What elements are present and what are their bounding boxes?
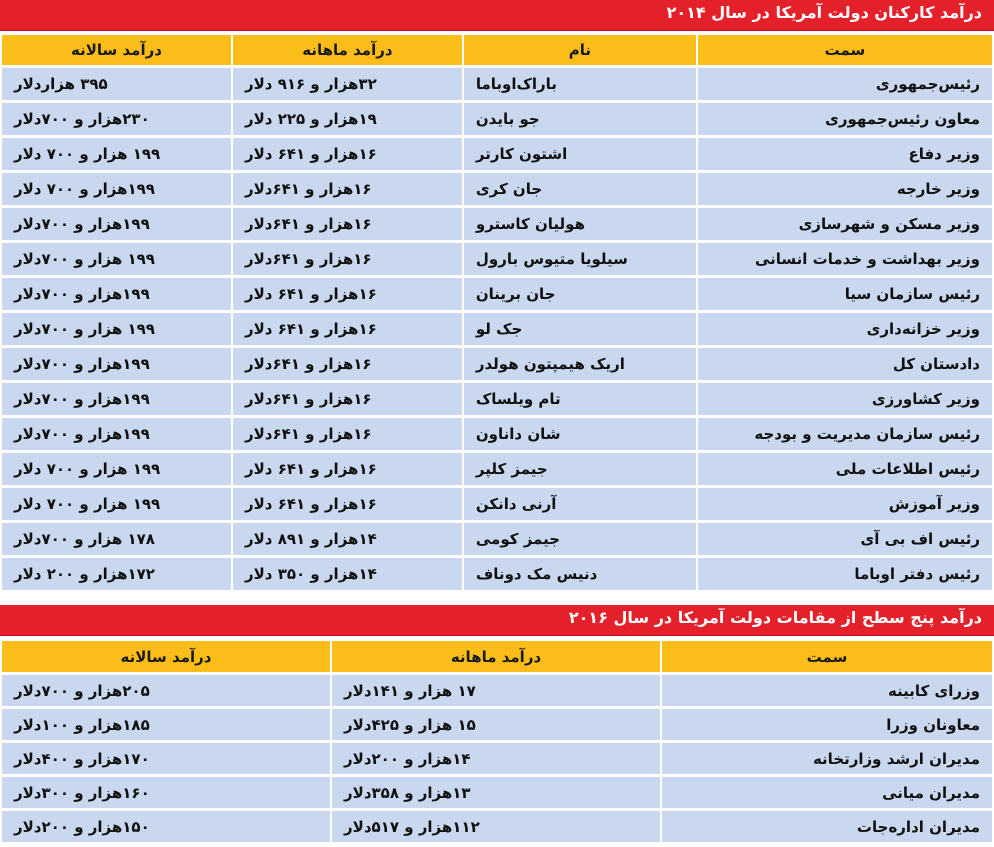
cell-position: وزیر کشاورزی: [698, 383, 992, 415]
cell-annual: ۱۹۹هزار و ۷۰۰دلار: [2, 278, 231, 310]
cell-annual: ۱۹۹ هزار و ۷۰۰ دلار: [2, 138, 231, 170]
cell-annual: ۱۹۹ هزار و ۷۰۰دلار: [2, 313, 231, 345]
cell-name: آرنی دانکن: [464, 488, 696, 520]
cell-name: اشتون کارتر: [464, 138, 696, 170]
cell-position: رئیس اف بی آی: [698, 523, 992, 555]
cell-annual: ۱۷۰هزار و ۴۰۰دلار: [2, 743, 330, 774]
cell-monthly: ۱۵ هزار و ۴۲۵دلار: [332, 709, 660, 740]
table-row: [2, 173, 992, 205]
cell-name: جیمز کلپر: [464, 453, 696, 485]
cell-monthly: ۱۶هزار و ۶۴۱ دلار: [233, 138, 462, 170]
cell-monthly: ۱۶هزار و ۶۴۱ دلار: [233, 488, 462, 520]
cell-position: وزیر خزانه‌داری: [698, 313, 992, 345]
table-header-row: [2, 641, 992, 672]
cell-monthly: ۱۴هزار و ۲۰۰دلار: [332, 743, 660, 774]
salary-table-2014: [0, 32, 994, 593]
table-row: [2, 709, 992, 740]
cell-annual: ۱۹۹هزار و ۷۰۰دلار: [2, 208, 231, 240]
header-annual: درآمد سالانه: [2, 35, 231, 65]
cell-position: رئیس دفتر اوباما: [698, 558, 992, 590]
cell-name: دنیس مک دوناف: [464, 558, 696, 590]
table-row: [2, 811, 992, 842]
cell-name: جیمز کومی: [464, 523, 696, 555]
cell-position: معاون رئیس‌جمهوری: [698, 103, 992, 135]
salary-table-2016: [0, 638, 994, 845]
table-row: [2, 558, 992, 590]
table-row: [2, 453, 992, 485]
cell-position: معاونان وزرا: [662, 709, 992, 740]
table1-title-bar: [0, 0, 994, 31]
table-row: [2, 313, 992, 345]
cell-monthly: ۱۳هزار و ۳۵۸دلار: [332, 777, 660, 808]
table-row: [2, 383, 992, 415]
table-header-row: [2, 35, 992, 65]
table-row: [2, 208, 992, 240]
cell-monthly: ۱۷ هزار و ۱۴۱دلار: [332, 675, 660, 706]
cell-annual: ۱۷۸ هزار و ۷۰۰دلار: [2, 523, 231, 555]
cell-name: جان برینان: [464, 278, 696, 310]
cell-monthly: ۱۶هزار و ۶۴۱دلار: [233, 418, 462, 450]
cell-annual: ۱۹۹هزار و ۷۰۰دلار: [2, 418, 231, 450]
table1-title: درآمد کارکنان دولت آمریکا در سال ۲۰۱۴: [666, 3, 982, 22]
table-row: [2, 278, 992, 310]
header-position: سمت: [698, 35, 992, 65]
cell-monthly: ۱۴هزار و ۸۹۱ دلار: [233, 523, 462, 555]
table-row: [2, 777, 992, 808]
cell-monthly: ۳۲هزار و ۹۱۶ دلار: [233, 68, 462, 100]
cell-annual: ۲۰۵هزار و ۷۰۰دلار: [2, 675, 330, 706]
cell-position: رئیس اطلاعات ملی: [698, 453, 992, 485]
table-row: [2, 488, 992, 520]
cell-position: دادستان کل: [698, 348, 992, 380]
cell-name: اریک هیمپتون هولدر: [464, 348, 696, 380]
cell-annual: ۳۹۵ هزاردلار: [2, 68, 231, 100]
cell-annual: ۱۸۵هزار و ۱۰۰دلار: [2, 709, 330, 740]
cell-monthly: ۱۶هزار و ۶۴۱دلار: [233, 243, 462, 275]
table-row: [2, 138, 992, 170]
cell-position: رئیس سازمان مدیریت و بودجه: [698, 418, 992, 450]
cell-annual: ۱۵۰هزار و ۲۰۰دلار: [2, 811, 330, 842]
header-position: سمت: [662, 641, 992, 672]
table-row: [2, 348, 992, 380]
cell-position: وزیر مسکن و شهرسازی: [698, 208, 992, 240]
cell-monthly: ۱۹هزار و ۲۲۵ دلار: [233, 103, 462, 135]
cell-monthly: ۱۱۲هزار و ۵۱۷دلار: [332, 811, 660, 842]
cell-name: جان کری: [464, 173, 696, 205]
cell-position: رئیس سازمان سیا: [698, 278, 992, 310]
header-monthly: درآمد ماهانه: [233, 35, 462, 65]
table-row: [2, 243, 992, 275]
cell-position: وزیر خارجه: [698, 173, 992, 205]
cell-annual: ۱۹۹ هزار و ۷۰۰دلار: [2, 243, 231, 275]
header-annual: درآمد سالانه: [2, 641, 330, 672]
cell-position: وزرای کابینه: [662, 675, 992, 706]
cell-monthly: ۱۶هزار و ۶۴۱دلار: [233, 208, 462, 240]
cell-monthly: ۱۶هزار و ۶۴۱ دلار: [233, 453, 462, 485]
table2-title: درآمد پنج سطح از مقامات دولت آمریکا در سال ۲۰۱۶: [568, 608, 982, 627]
cell-monthly: ۱۶هزار و ۶۴۱ دلار: [233, 313, 462, 345]
cell-name: سیلویا متیوس بارول: [464, 243, 696, 275]
cell-monthly: ۱۶هزار و ۶۴۱دلار: [233, 173, 462, 205]
cell-annual: ۲۳۰هزار و ۷۰۰دلار: [2, 103, 231, 135]
cell-position: مدیران اداره‌جات: [662, 811, 992, 842]
table-row: [2, 675, 992, 706]
table-row: [2, 103, 992, 135]
table-row: [2, 68, 992, 100]
cell-position: وزیر آموزش: [698, 488, 992, 520]
cell-name: شان داناون: [464, 418, 696, 450]
cell-annual: ۱۹۹هزار و ۷۰۰دلار: [2, 383, 231, 415]
cell-annual: ۱۷۲هزار و ۲۰۰ دلار: [2, 558, 231, 590]
cell-name: تام ویلساک: [464, 383, 696, 415]
cell-name: باراک‌اوباما: [464, 68, 696, 100]
header-monthly: درآمد ماهانه: [332, 641, 660, 672]
header-name: نام: [464, 35, 696, 65]
cell-annual: ۱۹۹هزار و ۷۰۰ دلار: [2, 173, 231, 205]
cell-name: هولیان کاسترو: [464, 208, 696, 240]
cell-annual: ۱۶۰هزار و ۳۰۰دلار: [2, 777, 330, 808]
table-row: [2, 418, 992, 450]
cell-monthly: ۱۴هزار و ۳۵۰ دلار: [233, 558, 462, 590]
cell-annual: ۱۹۹ هزار و ۷۰۰ دلار: [2, 488, 231, 520]
cell-position: مدیران ارشد وزارتخانه: [662, 743, 992, 774]
cell-monthly: ۱۶هزار و ۶۴۱ دلار: [233, 278, 462, 310]
cell-name: جک لو: [464, 313, 696, 345]
cell-annual: ۱۹۹ هزار و ۷۰۰ دلار: [2, 453, 231, 485]
cell-monthly: ۱۶هزار و ۶۴۱دلار: [233, 348, 462, 380]
cell-position: وزیر بهداشت و خدمات انسانی: [698, 243, 992, 275]
cell-annual: ۱۹۹هزار و ۷۰۰دلار: [2, 348, 231, 380]
cell-position: مدیران میانی: [662, 777, 992, 808]
cell-monthly: ۱۶هزار و ۶۴۱دلار: [233, 383, 462, 415]
table-row: [2, 523, 992, 555]
table2-title-bar: [0, 605, 994, 636]
cell-name: جو بایدن: [464, 103, 696, 135]
table-row: [2, 743, 992, 774]
cell-position: رئیس‌جمهوری: [698, 68, 992, 100]
cell-position: وزیر دفاع: [698, 138, 992, 170]
